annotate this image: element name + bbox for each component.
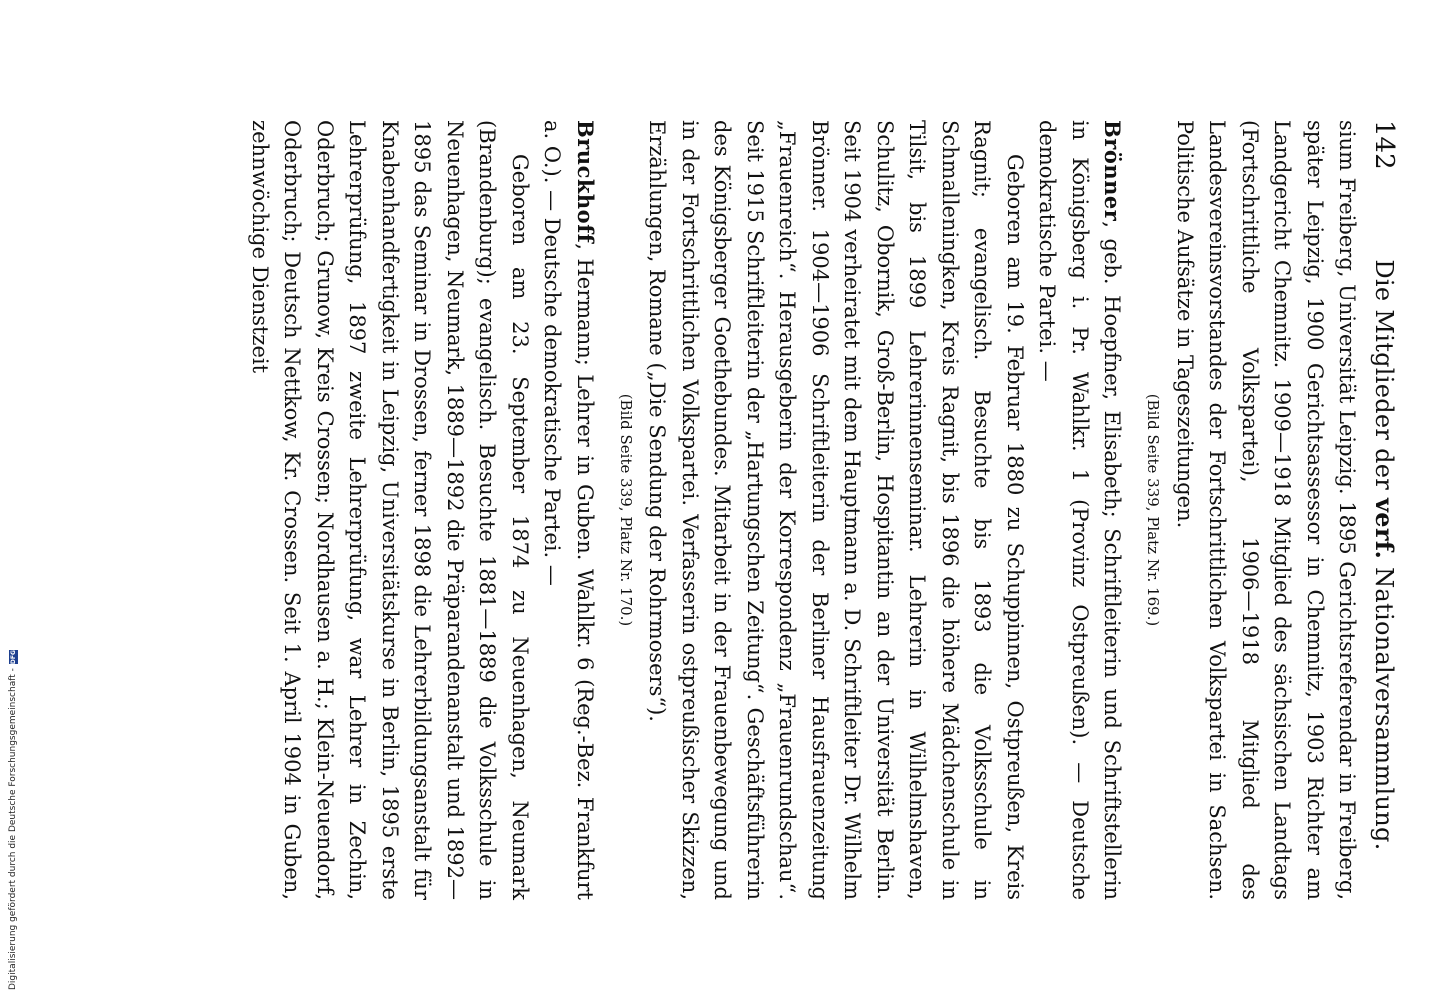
entry-body: Geboren am 23. September 1874 zu Neuenhagen, Neumark (Brandenburg); evangelisch. Besuchte 1881—1889 die Volksschule in Neuenhagen, Neumark, 1889—1892 die Präparandenanstalt und 1892—1895 das Seminar in Drossen, ferner 1898 die Lehrerbildungsanstalt für Knabenhandfertigkeit in Leipzig, Universitätskurse in Berlin, 1895 erste Lehrerprüfung, 1897 zweite Lehrerprüfung, war Lehrer in Zechin, Oderbruch; Grunow, Kreis Crossen; Nordhausen a. H.; Klein-Neuendorf, Oderbruch; Deutsch Nettkow, Kr. Crossen. Seit 1. April 1904 in Guben, zehnwöchige Dienstzeit — [248, 120, 532, 900]
photo-caption: (Bild Seite 339, Platz Nr. 169.) — [1144, 393, 1163, 627]
entry-header — [536, 120, 601, 900]
entry-continuation: sium Freiberg, Universität Leipzig. 1895 Gerichtsreferendar in Freiberg, später Leipzig, 1900 Gerichtsassessor in Chemnitz, 1903 Richter am Landgericht Chemnitz. 1909—1918 Mitglied des sächsischen Landtags (Fortschrittliche Volkspartei), 1906—1918 Mitglied des Landesvereinsvorstandes der Fortschrittlichen Volkspartei in Sachsen. Politische Aufsätze in Tageszeitungen. — [1173, 120, 1360, 900]
photo-caption: (Bild Seite 339, Platz Nr. 170.) — [617, 393, 635, 627]
scanned-page — [100, 120, 1400, 900]
biography-entry — [244, 120, 602, 900]
dfg-logo: DFG — [9, 650, 17, 665]
page-number: 142 — [1369, 120, 1399, 170]
entry-header — [1031, 120, 1129, 900]
biography-entry — [615, 120, 1129, 900]
credit-text: Digitalisierung gefördert durch die Deutsche Forschungsgemeinschaft - — [8, 668, 18, 990]
entry-header-text: , geb. Hoepfner, Elisabeth; Schriftleiterin und Schriftstellerin in Königsberg i. Pr. Wahlkr. 1 (Provinz Ostpreußen). — Deutsche demokratische Partei. — — [1035, 120, 1125, 900]
running-title: Die Mitglieder der verf. Nationalversammlung. — [1370, 259, 1399, 851]
entry-header-text: , Hermann; Lehrer in Guben. Wahlkr. 6 (Reg.-Bez. Frankfurt a. O.). — Deutsche demokratische Partei. — — [540, 120, 597, 900]
entry-body: Geboren am 19. Februar 1880 zu Schuppinnen, Ostpreußen, Kreis Ragnit; evangelisch. Besuchte bis 1893 die Volksschule in Schmalleningken, Kreis Ragnit, bis 1896 die höhere Mädchenschule in Tilsit, bis 1899 Lehrerinnenseminar. Lehrerin in Wilhelmshaven, Schulitz, Obornik, Groß-Berlin, Hospitantin an der Universität Berlin. Seit 1904 verheiratet mit dem Hauptmann a. D. Schriftleiter Dr. Wilhelm Brönner. 1904—1906 Schriftleiterin der Berliner Hausfrauenzeitung „Frauenreich“. Herausgeberin der Korrespondenz „Frauenrundschau“. Seit 1915 Schriftleiterin der „Hartungschen Zeitung“. Geschäftsführerin des Königsberger Goethebundes. Mitarbeit in der Frauenbewegung und in der Fortschrittlichen Volkspartei. Verfasserin ostpreußischer Skizzen, Erzählungen, Romane („Die Sendung der Rohrmosers“). — [645, 120, 1027, 900]
member-name: Brönner — [1100, 120, 1126, 222]
page-header — [1368, 120, 1401, 900]
running-title-emphasis: verf. — [1370, 498, 1399, 560]
member-name: Bruckhoff — [573, 120, 598, 244]
funding-credit — [0, 0, 16, 1000]
